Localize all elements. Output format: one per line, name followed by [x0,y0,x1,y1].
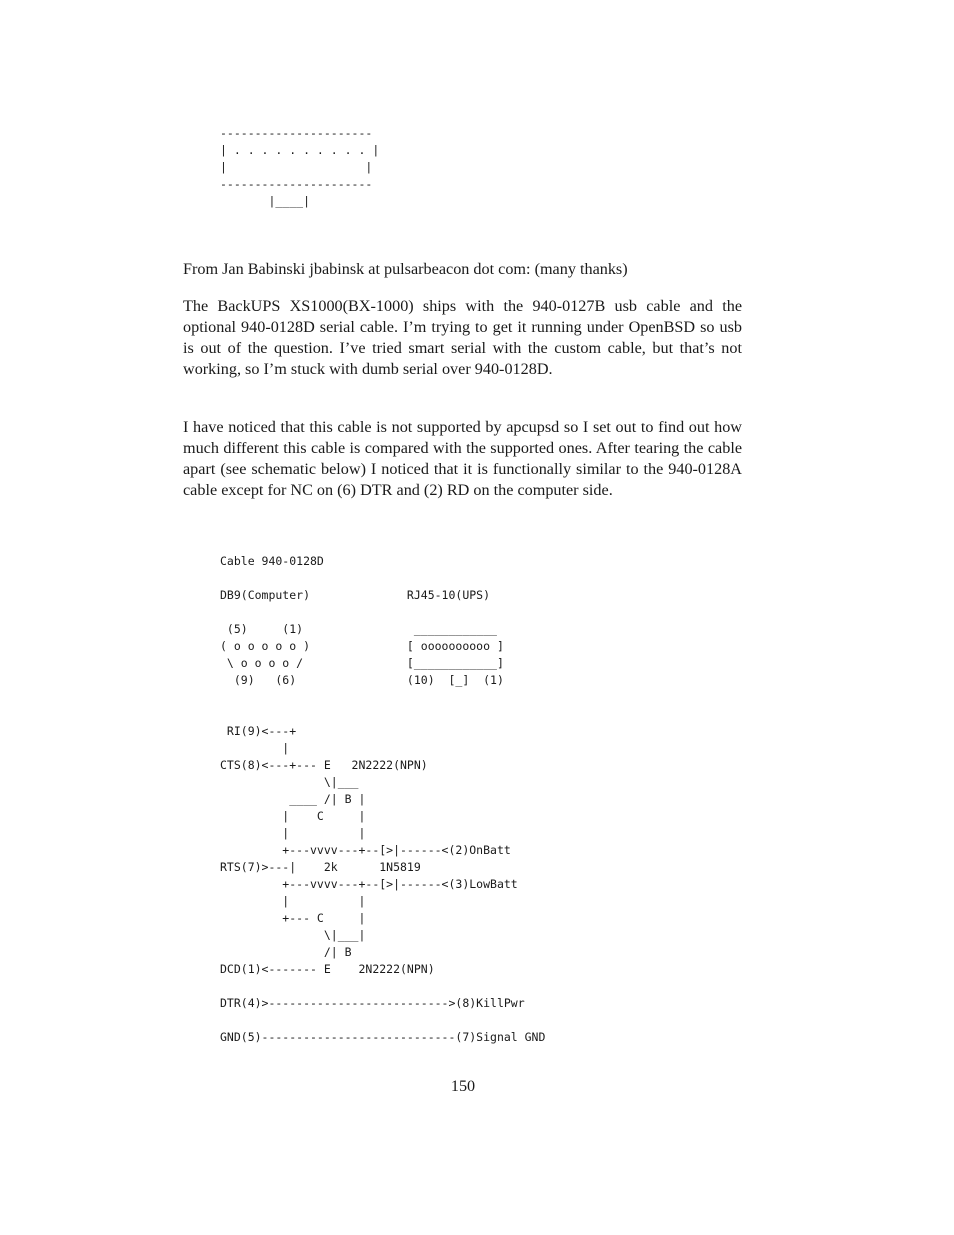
body-paragraph-1: The BackUPS XS1000(BX-1000) ships with the 940-0127B usb cable and the optional 940-0128D serial cable. I’m trying to get it running under OpenBSD so usb is out of the question. I’ve tried smart serial with the custom cable, but that’s not working, so I’m stuck with dumb serial over 940-0128D. [183,297,742,378]
page-number: 150 [450,1077,476,1095]
body-paragraph-2: I have noticed that this cable is not supported by apcupsd so I set out to find out how much different this cable is compared with the supported ones. After tearing the cable apart (see schematic below) I noticed that it is functionally similar to the 940-0128A cable except for NC on (6) DTR and (2) RD on the computer side. [183,418,742,499]
top-ascii-diagram: ---------------------- | . . . . . . . . . . | | | ---------------------- |____| [220,126,380,208]
cable-schematic: Cable 940-0128D DB9(Computer) RJ45-10(UPS) (5) (1) ____________ ( o o o o o ) [ oooooooooo ] \ o o o o / [____________] (9) (6) (10) [_] (1) RI(9)<---+ | CTS(8)<---+--- E 2N2222(NPN) \|___ ____ /| B | | C | | | +---vvvv---+--[>|------<(2)OnBatt RTS(7)>---| 2k 1N5819 +---vvvv---+--[>|------<(3)LowBatt | | +--- C | \|___| /| B DCD(1)<------- E 2N2222(NPN) DTR(4)>-------------------------->(8)KillPwr GND(5)----------------------------(7)Signal GND [220,554,546,1044]
credit-line: From Jan Babinski jbabinsk at pulsarbeacon dot com: (many thanks) [183,260,628,278]
